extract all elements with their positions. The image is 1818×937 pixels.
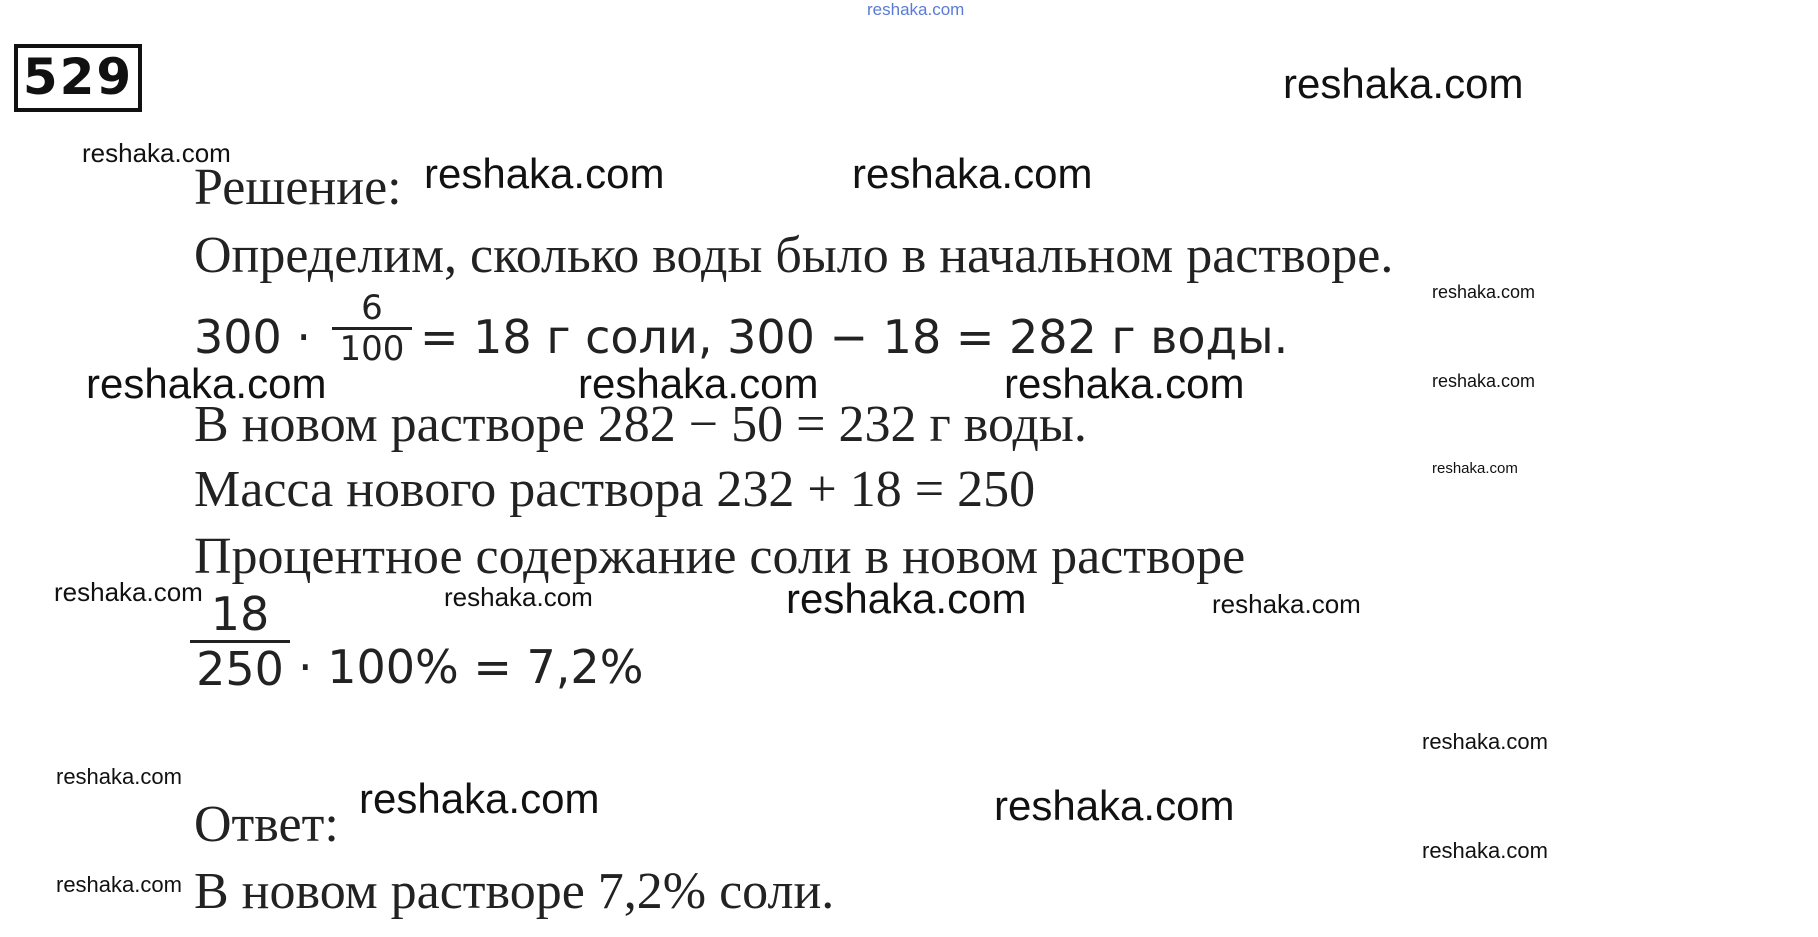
- answer-heading: Ответ:: [194, 796, 339, 853]
- answer-text: В новом растворе 7,2% соли.: [194, 863, 835, 920]
- watermark: reshaka.com: [359, 775, 600, 822]
- solution-step-3: Масса нового раствора 232 + 18 = 250: [194, 461, 1036, 518]
- top-watermark: reshaka.com: [867, 0, 965, 19]
- equation-1-fraction: [332, 289, 412, 368]
- watermark: reshaka.com: [786, 575, 1027, 622]
- problem-number: 529: [14, 44, 142, 112]
- fraction-numerator: 18: [210, 587, 270, 641]
- watermark: reshaka.com: [1432, 460, 1518, 477]
- watermark: reshaka.com: [424, 150, 665, 197]
- equation-2-fraction: [190, 588, 290, 695]
- watermark: reshaka.com: [82, 138, 231, 168]
- watermark: reshaka.com: [1432, 371, 1536, 391]
- watermark: reshaka.com: [86, 360, 327, 407]
- equation-2-right: · 100% = 7,2%: [298, 640, 644, 694]
- watermark: reshaka.com: [54, 577, 203, 607]
- watermark: reshaka.com: [1422, 838, 1548, 863]
- fraction-numerator: 6: [361, 288, 383, 328]
- equation-1-right: = 18 г соли, 300 − 18 = 282 г воды.: [420, 310, 1289, 364]
- fraction-denominator: 250: [196, 642, 284, 696]
- watermark: reshaka.com: [1004, 360, 1245, 407]
- solution-step-4: Процентное содержание соли в новом растворе: [194, 528, 1246, 585]
- watermark: reshaka.com: [578, 360, 819, 407]
- watermark: reshaka.com: [994, 782, 1235, 829]
- solution-heading: Решение:: [194, 159, 402, 216]
- equation-1-left: 300 ·: [194, 310, 312, 364]
- watermark: reshaka.com: [1212, 589, 1361, 619]
- watermark: reshaka.com: [56, 872, 182, 897]
- watermark: reshaka.com: [56, 764, 182, 789]
- watermark: reshaka.com: [852, 150, 1093, 197]
- solution-step-2: В новом растворе 282 − 50 = 232 г воды.: [194, 396, 1087, 453]
- watermark: reshaka.com: [1422, 729, 1548, 754]
- fraction-denominator: 100: [339, 329, 405, 369]
- solution-step-1: Определим, сколько воды было в начальном растворе.: [194, 227, 1394, 284]
- watermark: reshaka.com: [444, 582, 593, 612]
- watermark: reshaka.com: [1432, 282, 1536, 302]
- watermark: reshaka.com: [1283, 60, 1524, 107]
